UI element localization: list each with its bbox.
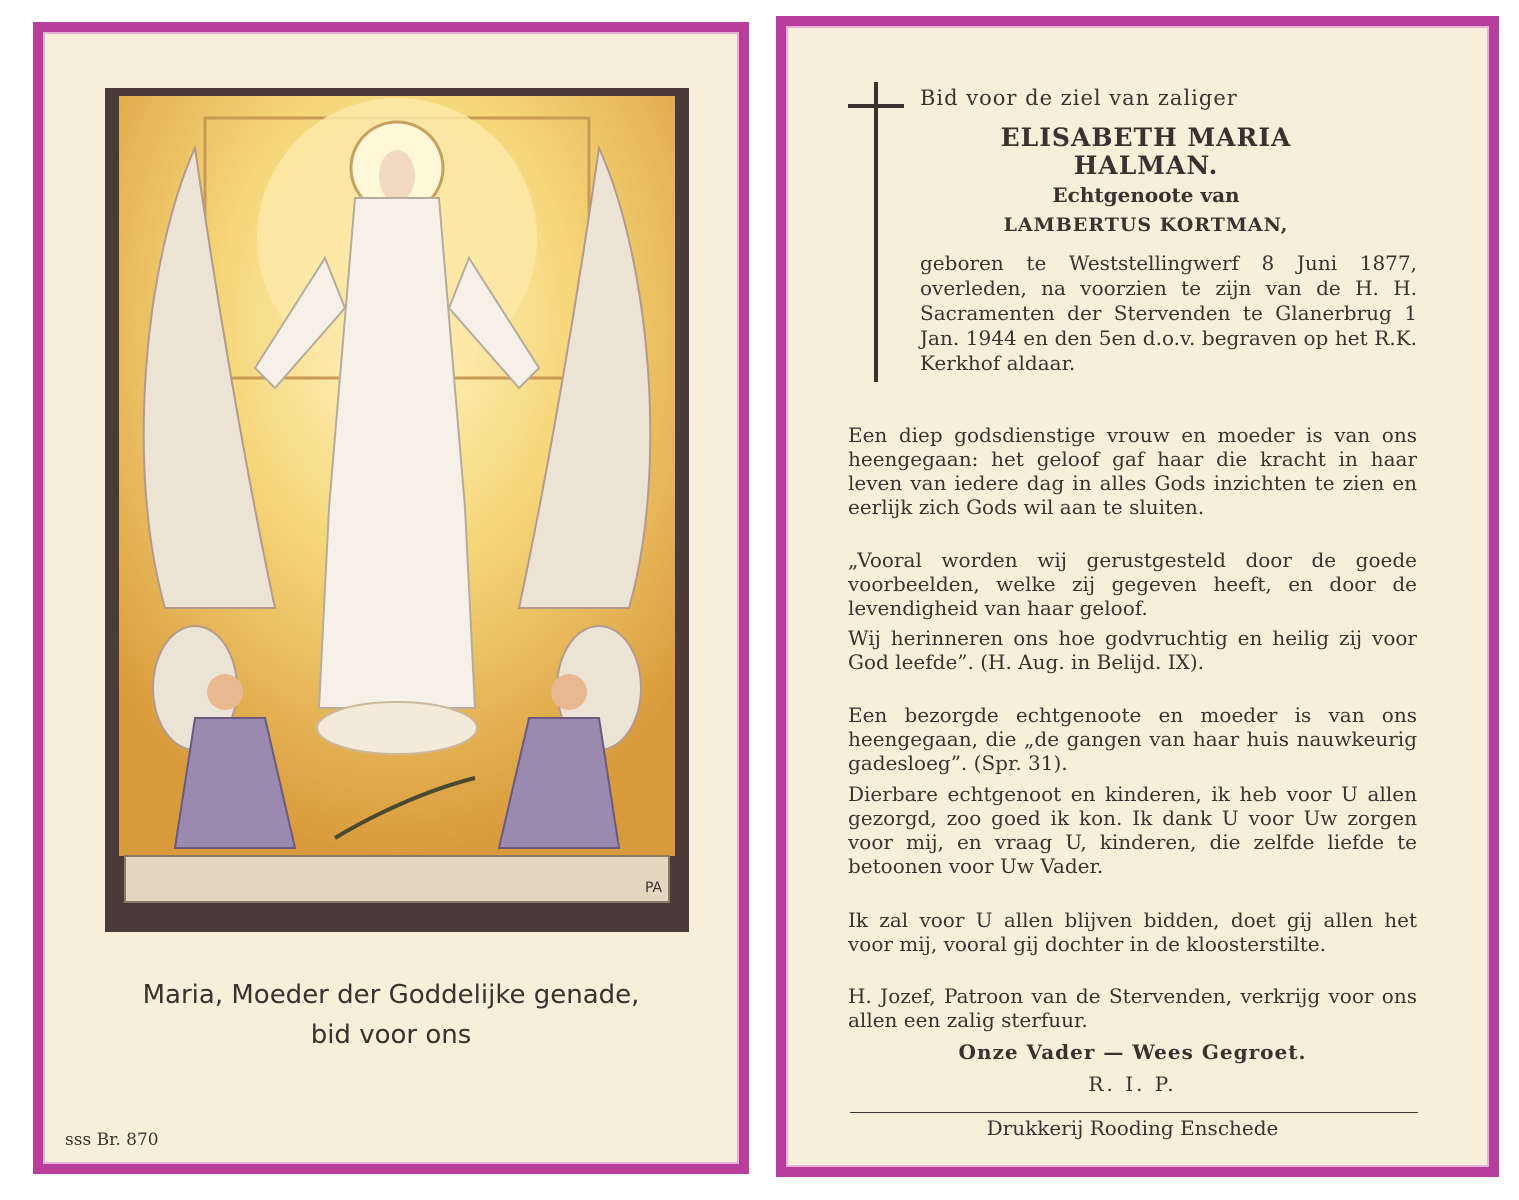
holy-card-front — [33, 22, 749, 1174]
spouse-label: Echtgenoote van — [1052, 183, 1240, 207]
biography: geboren te Weststellingwerf 8 Juni 1877, overleden, na voorzien te zijn van de H. H. Sacramenten der Stervenden te Glanerbrug 1 Jan. 1944 en den 5en d.o.v. begraven op het R.K. Kerkhof aldaar. — [920, 251, 1417, 375]
memorial-paragraph: „Vooral worden wij gerustgesteld door de goede voorbeelden, welke zij gegeven heeft, en door de levendigheid van haar geloof. — [848, 548, 1417, 620]
cross-icon — [848, 82, 908, 382]
rip-line: R. I. P. — [1088, 1072, 1177, 1096]
madonna-face — [379, 150, 415, 202]
memorial-paragraph: Een diep godsdienstige vrouw en moeder is van ons heengegaan: het geloof gaf haar die kracht in haar leven van iedere dag in alles Gods inzichten te zien en eerlijk zich Gods wil aan te sluiten. — [848, 423, 1417, 519]
pray-heading: Bid voor de ziel van zaliger — [920, 86, 1238, 110]
caption-line1: Maria, Moeder der Goddelijke genade, — [142, 980, 640, 1010]
memorial-paragraph: Een bezorgde echtgenoote en moeder is van ons heengegaan, die „de gangen van haar huis nauwkeurig gadesloeg”. (Spr. 31). — [848, 703, 1417, 775]
clouds — [317, 702, 477, 754]
prayer-line: Onze Vader — Wees Gegroet. — [958, 1040, 1307, 1064]
holy-card-back — [776, 16, 1499, 1177]
memorial-paragraph: Ik zal voor U allen blijven bidden, doet gij allen het voor mij, vooral gij dochter in de kloosterstilte. — [848, 908, 1417, 956]
divider — [850, 1112, 1418, 1113]
memorial-paragraph: Dierbare echtgenoot en kinderen, ik heb voor U allen gezorgd, zoo goed ik kon. Ik dank U voor Uw zorgen voor mij, en vraag U, kinderen, die zelfde liefde te betoonen voor Uw Vader. — [848, 782, 1417, 878]
madonna-illustration — [105, 88, 689, 932]
deceased-name: ELISABETH MARIA HALMAN. — [1000, 123, 1292, 180]
memorial-paragraph: Wij herinneren ons hoe godvruchtig en heilig zij voor God leefde”. (H. Aug. in Belijd. IX). — [848, 626, 1417, 674]
print-code: sss Br. 870 — [65, 1130, 159, 1150]
printer-credit: Drukkerij Rooding Enschede — [986, 1116, 1279, 1140]
caption-line2: bid voor ons — [310, 1020, 472, 1050]
memorial-paragraph: H. Jozef, Patroon van de Stervenden, verkrijg voor ons allen een zalig sterfuur. — [848, 984, 1417, 1032]
artist-signature: PA — [645, 880, 663, 896]
spouse-name: LAMBERTUS KORTMAN, — [1003, 214, 1289, 236]
